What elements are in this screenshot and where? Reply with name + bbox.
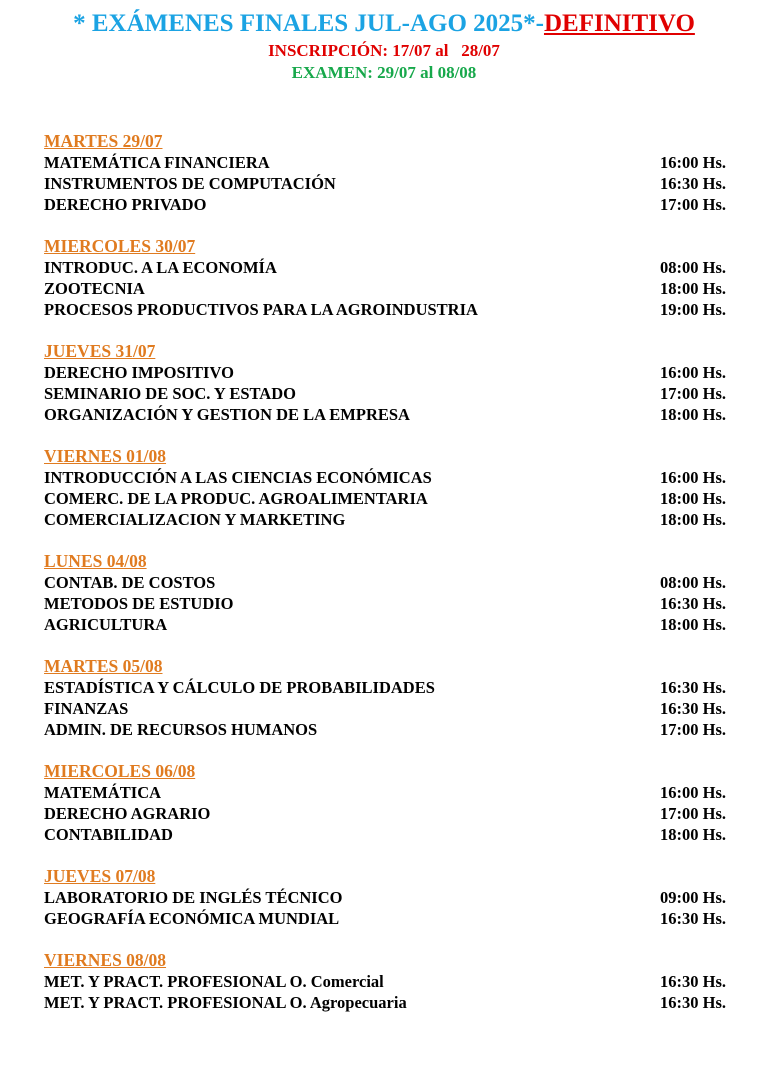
exam-subject: ORGANIZACIÓN Y GESTION DE LA EMPRESA — [44, 405, 410, 424]
exam-time: 16:00 Hs. — [660, 783, 726, 802]
exam-subject: MATEMÁTICA — [44, 783, 162, 802]
day-block — [44, 445, 726, 530]
exam-subject: ZOOTECNIA — [44, 279, 145, 298]
exam-subject: INTRODUC. A LA ECONOMÍA — [44, 258, 277, 277]
exam-row — [44, 404, 726, 425]
exam-row — [44, 887, 726, 908]
exam-time: 16:30 Hs. — [660, 174, 726, 193]
exam-subject: CONTABILIDAD — [44, 825, 173, 844]
exam-subject: CONTAB. DE COSTOS — [44, 573, 216, 592]
exam-time: 19:00 Hs. — [660, 300, 726, 319]
exam-row — [44, 782, 726, 803]
exam-subject: INTRODUCCIÓN A LAS CIENCIAS ECONÓMICAS — [44, 468, 432, 487]
exam-subject: GEOGRAFÍA ECONÓMICA MUNDIAL — [44, 909, 340, 928]
exam-time: 17:00 Hs. — [660, 804, 726, 823]
day-block — [44, 550, 726, 635]
day-exam-list — [44, 152, 726, 215]
exam-row — [44, 257, 726, 278]
exam-row — [44, 572, 726, 593]
exam-subject: DERECHO PRIVADO — [44, 195, 207, 214]
exam-subject: SEMINARIO DE SOC. Y ESTADO — [44, 384, 296, 403]
day-title: JUEVES 31/07 — [44, 341, 156, 361]
exam-time: 17:00 Hs. — [660, 195, 726, 214]
day-title: MIERCOLES 06/08 — [44, 761, 196, 781]
day-exam-list — [44, 782, 726, 845]
day-exam-list — [44, 887, 726, 929]
exam-row — [44, 593, 726, 614]
day-title: VIERNES 08/08 — [44, 950, 167, 970]
day-exam-list — [44, 257, 726, 320]
exam-row — [44, 299, 726, 320]
day-block — [44, 235, 726, 320]
day-title: MARTES 05/08 — [44, 656, 163, 676]
exam-subject: PROCESOS PRODUCTIVOS PARA LA AGROINDUSTRIA — [44, 300, 478, 319]
exam-row — [44, 362, 726, 383]
exam-subject: FINANZAS — [44, 699, 129, 718]
exam-row — [44, 467, 726, 488]
exam-row — [44, 509, 726, 530]
document-header — [0, 8, 768, 84]
exam-row — [44, 824, 726, 845]
exam-time: 09:00 Hs. — [660, 888, 726, 907]
exam-time: 16:30 Hs. — [660, 993, 726, 1012]
title-main: * EXÁMENES FINALES JUL-AGO 2025*- — [73, 10, 544, 37]
exam-time: 16:00 Hs. — [660, 153, 726, 172]
inscription-dates: INSCRIPCIÓN: 17/07 al 28/07 — [268, 41, 500, 60]
day-block — [44, 340, 726, 425]
exam-time: 16:30 Hs. — [660, 594, 726, 613]
exam-row — [44, 698, 726, 719]
exam-row — [44, 173, 726, 194]
day-title: LUNES 04/08 — [44, 551, 147, 571]
exam-row — [44, 908, 726, 929]
exam-subject: MATEMÁTICA FINANCIERA — [44, 153, 270, 172]
day-block — [44, 130, 726, 215]
day-exam-list — [44, 677, 726, 740]
exam-time: 17:00 Hs. — [660, 720, 726, 739]
exam-row — [44, 971, 726, 992]
exam-time: 17:00 Hs. — [660, 384, 726, 403]
exam-subject: AGRICULTURA — [44, 615, 168, 634]
exam-subject: DERECHO IMPOSITIVO — [44, 363, 234, 382]
exam-time: 16:30 Hs. — [660, 699, 726, 718]
exam-time: 08:00 Hs. — [660, 573, 726, 592]
day-block — [44, 760, 726, 845]
exam-subject: LABORATORIO DE INGLÉS TÉCNICO — [44, 888, 343, 907]
exam-subject: INSTRUMENTOS DE COMPUTACIÓN — [44, 174, 336, 193]
exam-subject: ESTADÍSTICA Y CÁLCULO DE PROBABILIDADES — [44, 678, 435, 697]
day-title: JUEVES 07/08 — [44, 866, 156, 886]
day-title: MARTES 29/07 — [44, 131, 163, 151]
document-title — [0, 8, 768, 40]
exam-row — [44, 488, 726, 509]
exam-time: 18:00 Hs. — [660, 279, 726, 298]
exam-subject: COMERCIALIZACION Y MARKETING — [44, 510, 346, 529]
day-exam-list — [44, 467, 726, 530]
day-title: VIERNES 01/08 — [44, 446, 167, 466]
exam-subject: ADMIN. DE RECURSOS HUMANOS — [44, 720, 318, 739]
day-exam-list — [44, 971, 726, 1013]
exam-dates: EXAMEN: 29/07 al 08/08 — [291, 63, 477, 82]
exam-subject: METODOS DE ESTUDIO — [44, 594, 234, 613]
exam-row — [44, 152, 726, 173]
exam-time: 08:00 Hs. — [660, 258, 726, 277]
exam-time: 16:30 Hs. — [660, 909, 726, 928]
exam-row — [44, 383, 726, 404]
exam-subject: DERECHO AGRARIO — [44, 804, 211, 823]
day-title: MIERCOLES 30/07 — [44, 236, 196, 256]
exam-time: 16:30 Hs. — [660, 972, 726, 991]
exam-time: 18:00 Hs. — [660, 615, 726, 634]
exam-time: 18:00 Hs. — [660, 489, 726, 508]
exam-time: 18:00 Hs. — [660, 825, 726, 844]
exam-schedule — [44, 130, 726, 1033]
day-exam-list — [44, 362, 726, 425]
day-block — [44, 865, 726, 929]
exam-time: 18:00 Hs. — [660, 510, 726, 529]
exam-time: 16:00 Hs. — [660, 363, 726, 382]
exam-time: 16:30 Hs. — [660, 678, 726, 697]
exam-subject: COMERC. DE LA PRODUC. AGROALIMENTARIA — [44, 489, 428, 508]
exam-time: 16:00 Hs. — [660, 468, 726, 487]
day-block — [44, 655, 726, 740]
exam-subject: MET. Y PRACT. PROFESIONAL O. Agropecuaria — [44, 993, 407, 1012]
exam-row — [44, 803, 726, 824]
exam-time: 18:00 Hs. — [660, 405, 726, 424]
day-block — [44, 949, 726, 1013]
exam-row — [44, 992, 726, 1013]
exam-subject: MET. Y PRACT. PROFESIONAL O. Comercial — [44, 972, 384, 991]
exam-row — [44, 677, 726, 698]
exam-row — [44, 278, 726, 299]
exam-row — [44, 719, 726, 740]
title-status-flag: DEFINITIVO — [543, 10, 695, 37]
exam-row — [44, 614, 726, 635]
day-exam-list — [44, 572, 726, 635]
exam-row — [44, 194, 726, 215]
